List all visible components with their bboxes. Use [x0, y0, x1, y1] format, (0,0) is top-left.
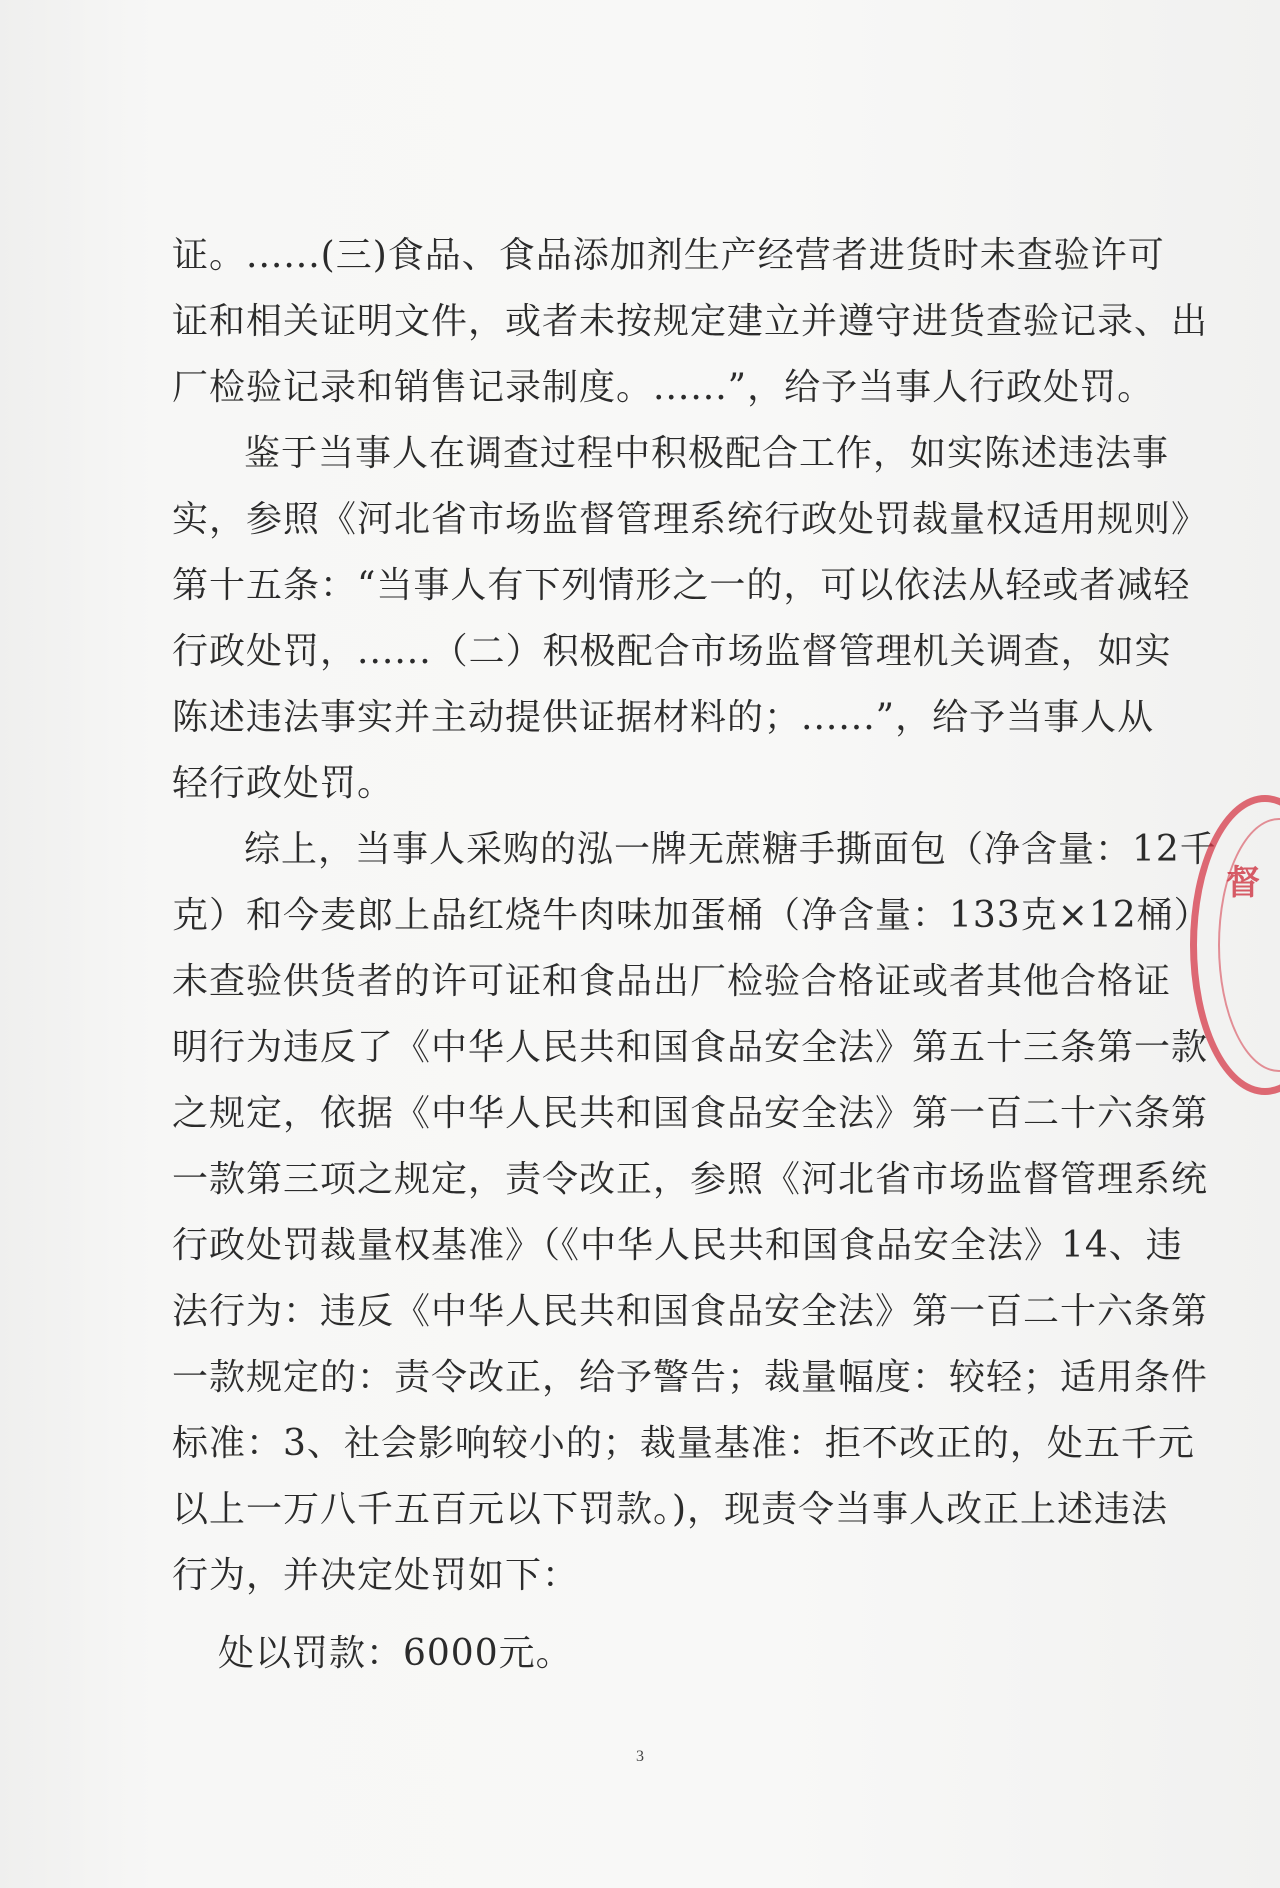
- text-line: 未查验供货者的许可证和食品出厂检验合格证或者其他合格证: [172, 961, 1172, 1002]
- paragraph-start-line: 综上，当事人采购的泓一牌无蔗糖手撕面包（净含量：12千: [244, 829, 1217, 870]
- page-number: 3: [636, 1748, 644, 1765]
- text-line: 标准：3、社会影响较小的；裁量基准：拒不改正的，处五千元: [172, 1423, 1195, 1464]
- paragraph-end-line: 行为，并决定处罚如下：: [172, 1555, 580, 1596]
- text-line: 厂检验记录和销售记录制度。......”，给予当事人行政处罚。: [172, 367, 1155, 408]
- text-line: 以上一万八千五百元以下罚款。)，现责令当事人改正上述违法: [172, 1489, 1169, 1530]
- penalty-line: 处以罚款：6000元。: [218, 1633, 573, 1674]
- text-line: 行政处罚裁量权基准》（《中华人民共和国食品安全法》14、违: [172, 1225, 1183, 1266]
- text-line: 行政处罚，......（二）积极配合市场监督管理机关调查，如实: [172, 631, 1172, 672]
- text-line: 实，参照《河北省市场监督管理系统行政处罚裁量权适用规则》: [172, 499, 1209, 540]
- seal-glyph: 督: [1226, 863, 1260, 903]
- text-line: 第十五条：“当事人有下列情形之一的，可以依法从轻或者减轻: [172, 565, 1191, 606]
- text-line: 陈述违法事实并主动提供证据材料的；......”，给予当事人从: [172, 697, 1155, 738]
- text-line: 证和相关证明文件，或者未按规定建立并遵守进货查验记录、出: [172, 301, 1209, 342]
- text-line: 明行为违反了《中华人民共和国食品安全法》第五十三条第一款: [172, 1027, 1209, 1068]
- text-line: 克）和今麦郎上品红烧牛肉味加蛋桶（净含量：133克×12桶）: [172, 895, 1211, 936]
- paragraph-end-line: 轻行政处罚。: [172, 763, 395, 804]
- text-line: 证。......(三)食品、食品添加剂生产经营者进货时未查验许可: [172, 235, 1165, 276]
- text-line: 一款规定的：责令改正，给予警告；裁量幅度：较轻；适用条件: [172, 1357, 1209, 1398]
- text-line: 一款第三项之规定，责令改正，参照《河北省市场监督管理系统: [172, 1159, 1209, 1200]
- paragraph-start-line: 鉴于当事人在调查过程中积极配合工作，如实陈述违法事: [244, 433, 1170, 474]
- text-line: 之规定，依据《中华人民共和国食品安全法》第一百二十六条第: [172, 1093, 1209, 1134]
- text-line: 法行为：违反《中华人民共和国食品安全法》第一百二十六条第: [172, 1291, 1209, 1332]
